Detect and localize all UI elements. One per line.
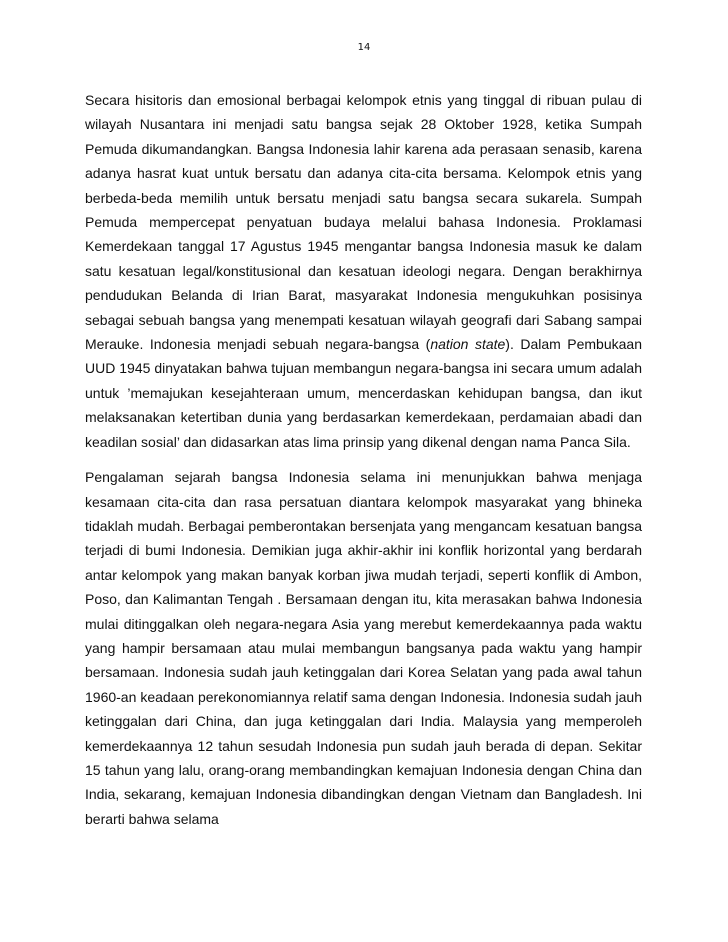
- body-text: [85, 88, 642, 842]
- paragraph-1-text-after: ). Dalam Pembukaan UUD 1945 dinyatakan bahwa tujuan membangun negara-bangsa ini secara umum adalah untuk ’memajukan kesejahteraan umum, mencerdaskan kehidupan bangsa, dan ikut melaksanakan ketertiban dunia yang berdasarkan kemerdekaan, perdamaian abadi dan keadilan sosial’ dan didasarkan atas lima prinsip yang dikenal dengan nama Panca Sila.: [85, 336, 642, 450]
- paragraph-1: [85, 88, 642, 454]
- paragraph-1-text-before: Secara hisitoris dan emosional berbagai kelompok etnis yang tinggal di ribuan pulau di wilayah Nusantara ini menjadi satu bangsa sejak 28 Oktober 1928, ketika Sumpah Pemuda dikumandangkan. Bangsa Indonesia lahir karena ada perasaan senasib, karena adanya hasrat kuat untuk bersatu dan adanya cita-cita bersama. Kelompok etnis yang berbeda-beda memilih untuk bersatu menjadi satu bangsa secara sukarela. Sumpah Pemuda mempercepat penyatuan budaya melalui bahasa Indonesia. Proklamasi Kemerdekaan tanggal 17 Agustus 1945 mengantar bangsa Indonesia masuk ke dalam satu kesatuan legal/konstitusional dan kesatuan ideologi negara. Dengan berakhirnya pendudukan Belanda di Irian Barat, masyarakat Indonesia mengukuhkan posisinya sebagai sebuah bangsa yang menempati kesatuan wilayah geografi dari Sabang sampai Merauke. Indonesia menjadi sebuah negara-bangsa (: [85, 92, 642, 353]
- paragraph-1-italic-term: nation state: [430, 336, 506, 353]
- paragraph-2: Pengalaman sejarah bangsa Indonesia selama ini menunjukkan bahwa menjaga kesamaan cita-cita dan rasa persatuan diantara kelompok masyarakat yang bhineka tidaklah mudah. Berbagai pemberontakan bersenjata yang mengancam kesatuan bangsa terjadi di bumi Indonesia. Demikian juga akhir-akhir ini konflik horizontal yang berdarah antar kelompok yang makan banyak korban jiwa mudah terjadi, seperti konflik di Ambon, Poso, dan Kalimantan Tengah . Bersamaan dengan itu, kita merasakan bahwa Indonesia mulai ditinggalkan oleh negara-negara Asia yang merebut kemerdekaannya pada waktu yang hampir bersamaan atau mulai membangun bangsanya pada waktu yang hampir bersamaan. Indonesia sudah jauh ketinggalan dari Korea Selatan yang pada awal tahun 1960-an keadaan perekonomiannya relatif sama dengan Indonesia. Indonesia sudah jauh ketinggalan dari China, dan juga ketinggalan dari India. Malaysia yang memperoleh kemerdekaannya 12 tahun sesudah Indonesia pun sudah jauh berada di depan. Sekitar 15 tahun yang lalu, orang-orang membandingkan kemajuan Indonesia dengan China dan India, sekarang, kemajuan Indonesia dibandingkan dengan Vietnam dan Bangladesh. Ini berarti bahwa selama: [85, 469, 642, 827]
- page-number: 14: [357, 42, 371, 53]
